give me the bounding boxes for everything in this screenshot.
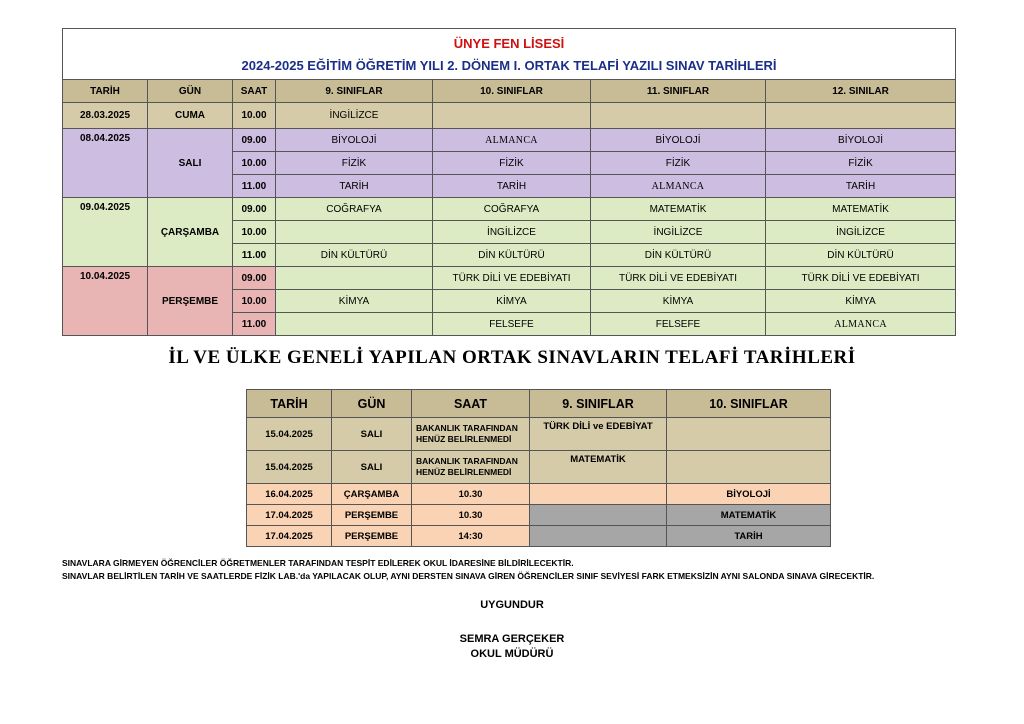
table-row [63,129,956,152]
table-row [247,526,831,547]
exam-cell: İNGİLİZCE [433,221,591,244]
column-header: 10. SINIFLAR [667,390,831,418]
exam-cell: TÜRK DİLİ VE EDEBİYATI [433,267,591,290]
exam-cell: TARİH [433,175,591,198]
column-header: SAAT [412,390,530,418]
date-cell: 16.04.2025 [247,484,332,505]
time-cell [412,418,530,451]
table-header-row [63,80,956,103]
time-cell: 10.00 [233,152,276,175]
exam-cell [530,505,667,526]
day-cell: SALI [332,418,412,451]
time-cell: 09.00 [233,129,276,152]
date-cell: 17.04.2025 [247,505,332,526]
date-cell: 15.04.2025 [247,418,332,451]
exam-cell: FİZİK [591,152,766,175]
day-cell: PERŞEMBE [332,505,412,526]
time-cell: 09.00 [233,198,276,221]
exam-cell: ALMANCA [591,175,766,198]
table-row [63,267,956,290]
exam-cell: MATEMATİK [667,505,831,526]
time-line: BAKANLIK TARAFINDAN [416,456,518,466]
day-cell: SALI [148,129,233,198]
time-cell: 11.00 [233,244,276,267]
time-line: BAKANLIK TARAFINDAN [416,423,518,433]
exam-cell [276,313,433,336]
exam-cell [667,451,831,484]
time-cell: 10.30 [412,505,530,526]
time-line: HENÜZ BELİRLENMEDİ [416,434,512,444]
day-cell: ÇARŞAMBA [148,198,233,267]
time-cell [412,451,530,484]
date-cell: 17.04.2025 [247,526,332,547]
exam-cell: TÜRK DİLİ VE EDEBİYATI [591,267,766,290]
time-cell: 14:30 [412,526,530,547]
note-absent-students: SINAVLARA GİRMEYEN ÖĞRENCİLER ÖĞRETMENLER TARAFINDAN TESPİT EDİLEREK OKUL İDARESİNE BİLDİRİLECEKTİR. [62,558,574,568]
makeup-exam-table [246,389,831,547]
exam-cell: KİMYA [276,290,433,313]
exam-cell [530,484,667,505]
day-cell: PERŞEMBE [332,526,412,547]
exam-cell: KİMYA [433,290,591,313]
document-title-cell [63,55,956,80]
exam-cell: KİMYA [591,290,766,313]
exam-schedule-table [62,28,956,336]
exam-cell: MATEMATİK [530,451,667,484]
exam-cell [766,103,956,129]
column-header: GÜN [148,80,233,103]
exam-cell: KİMYA [766,290,956,313]
column-header: GÜN [332,390,412,418]
table-row [63,103,956,129]
exam-cell: MATEMATİK [591,198,766,221]
exam-cell [530,526,667,547]
exam-cell: TÜRK DİLİ ve EDEBİYAT [530,418,667,451]
exam-cell: TARİH [766,175,956,198]
school-name: ÜNYE FEN LİSESİ [453,36,565,51]
exam-cell [276,221,433,244]
time-cell: 11.00 [233,313,276,336]
column-header: 11. SINIFLAR [591,80,766,103]
exam-cell [667,418,831,451]
day-cell: PERŞEMBE [148,267,233,336]
exam-cell: BİYOLOJİ [591,129,766,152]
exam-cell: ALMANCA [766,313,956,336]
time-line: HENÜZ BELİRLENMEDİ [416,467,512,477]
exam-cell: FELSEFE [433,313,591,336]
exam-cell: TARİH [276,175,433,198]
day-cell: SALI [332,451,412,484]
column-header: TARİH [247,390,332,418]
exam-cell: COĞRAFYA [433,198,591,221]
table-row [247,484,831,505]
column-header: 9. SINIFLAR [530,390,667,418]
exam-cell: BİYOLOJİ [276,129,433,152]
table-row [247,451,831,484]
table-header-row [247,390,831,418]
table-row [63,198,956,221]
table-row [247,418,831,451]
time-cell: 10.00 [233,103,276,129]
exam-cell: FELSEFE [591,313,766,336]
column-header: TARİH [63,80,148,103]
exam-cell: ALMANCA [433,129,591,152]
day-cell: ÇARŞAMBA [332,484,412,505]
column-header: 9. SINIFLAR [276,80,433,103]
time-cell: 11.00 [233,175,276,198]
time-cell: 10.30 [412,484,530,505]
column-header: SAAT [233,80,276,103]
exam-cell: DİN KÜLTÜRÜ [276,244,433,267]
column-header: 12. SINILAR [766,80,956,103]
exam-cell: MATEMATİK [766,198,956,221]
day-cell: CUMA [148,103,233,129]
note-exam-location: SINAVLAR BELİRTİLEN TARİH VE SAATLERDE FİZİK LAB.'da YAPILACAK OLUP, AYNI DERSTEN SINAVA GİREN ÖĞRENCİLER SINIF SEVİYESİ FARK ETMEKSİZİN AYNI SALONDA SINAVA GİRECEKTİR. [62,571,875,581]
exam-cell: DİN KÜLTÜRÜ [766,244,956,267]
document-title: 2024-2025 EĞİTİM ÖĞRETİM YILI 2. DÖNEM I. ORTAK TELAFİ YAZILI SINAV TARİHLERİ [241,58,777,73]
approval-text: UYGUNDUR [480,599,544,611]
exam-cell: İNGİLİZCE [766,221,956,244]
date-cell: 15.04.2025 [247,451,332,484]
exam-cell: TÜRK DİLİ VE EDEBİYATI [766,267,956,290]
exam-cell: BİYOLOJİ [667,484,831,505]
table-row [247,505,831,526]
exam-cell: DİN KÜLTÜRÜ [591,244,766,267]
exam-cell: DİN KÜLTÜRÜ [433,244,591,267]
exam-cell: İNGİLİZCE [276,103,433,129]
exam-cell [276,267,433,290]
exam-cell: COĞRAFYA [276,198,433,221]
principal-name: SEMRA GERÇEKER [459,633,565,645]
date-cell: 10.04.2025 [63,267,148,336]
time-cell: 10.00 [233,290,276,313]
exam-cell: İNGİLİZCE [591,221,766,244]
exam-cell: FİZİK [276,152,433,175]
time-cell: 09.00 [233,267,276,290]
exam-cell [591,103,766,129]
date-cell: 09.04.2025 [63,198,148,267]
makeup-section-title: İL VE ÜLKE GENELİ YAPILAN ORTAK SINAVLARIN TELAFİ TARİHLERİ [168,347,856,368]
date-cell: 08.04.2025 [63,129,148,198]
column-header: 10. SINIFLAR [433,80,591,103]
date-cell: 28.03.2025 [63,103,148,129]
exam-cell [433,103,591,129]
time-cell: 10.00 [233,221,276,244]
school-name-cell [63,29,956,56]
exam-cell: BİYOLOJİ [766,129,956,152]
exam-cell: FİZİK [433,152,591,175]
exam-cell: FİZİK [766,152,956,175]
exam-cell: TARİH [667,526,831,547]
principal-title: OKUL MÜDÜRÜ [470,648,554,660]
